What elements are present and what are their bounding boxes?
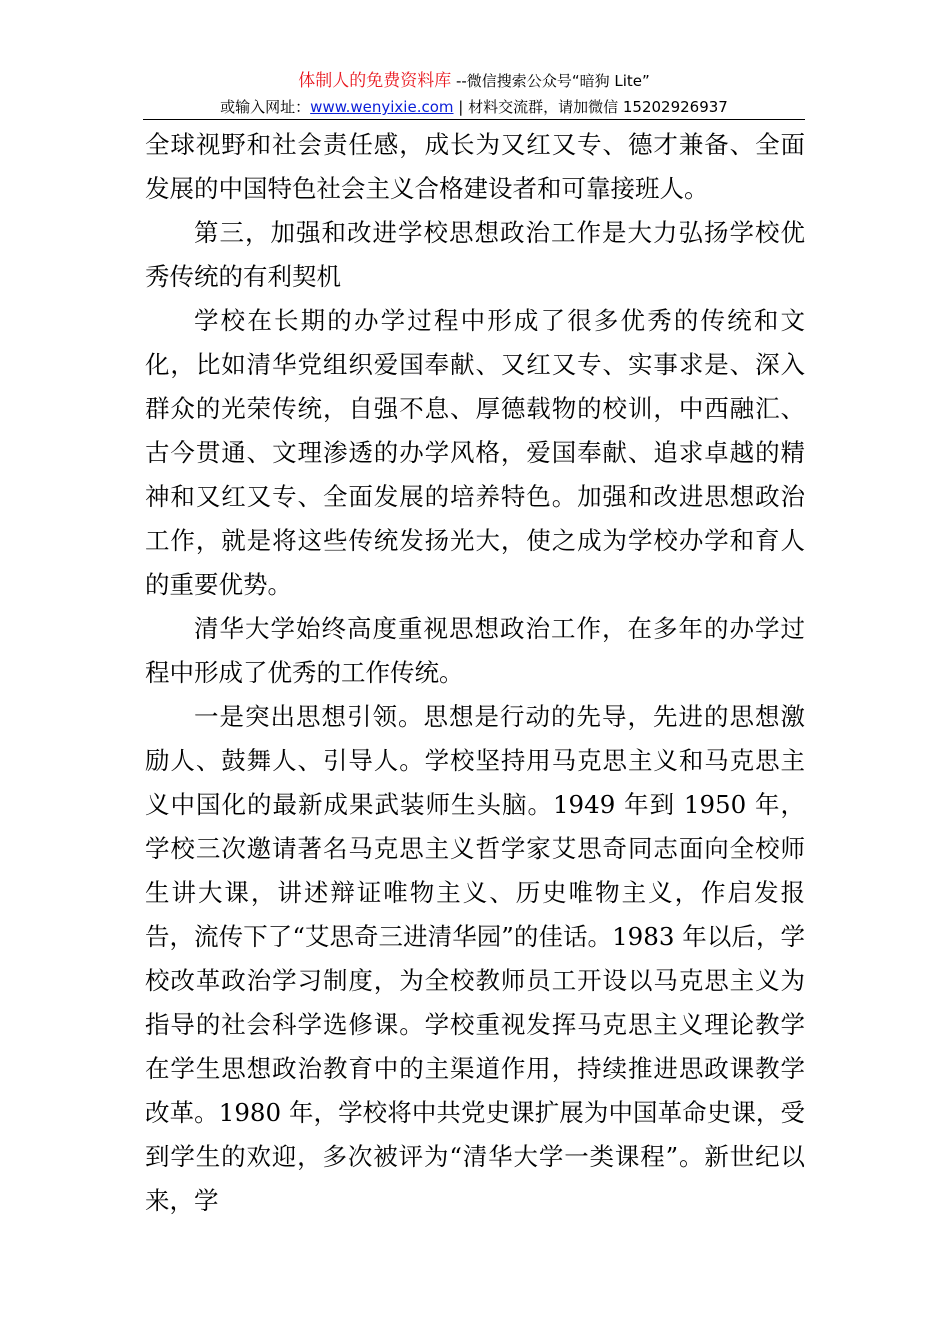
brand-title: 体制人的免费资料库: [298, 71, 452, 91]
paragraph: 一是突出思想引领。思想是行动的先导，先进的思想激励人、鼓舞人、引导人。学校坚持用马克思主义和马克思主义中国化的最新成果武装师生头脑。1949 年到 1950 年，学校三次邀请著名马克思主义哲学家艾思奇同志面向全校师生讲大课，讲述辩证唯物主义、历史唯物主义，作启发报告，流传下了“艾思奇三进清华园”的佳话。1983 年以后，学校改革政治学习制度，为全校教师员工开设以马克思主义为指导的社会科学选修课。学校重视发挥马克思主义理论教学在学生思想政治教育中的主渠道作用，持续推进思政课教学改革。1980 年，学校将中共党史课扩展为中国革命史课，受到学生的欢迎，多次被评为“清华大学一类课程”。新世纪以来，学: [145, 702, 805, 1215]
page-header: [143, 68, 805, 120]
paragraph: 学校在长期的办学过程中形成了很多优秀的传统和文化，比如清华党组织爱国奉献、又红又专、实事求是、深入群众的光荣传统，自强不息、厚德载物的校训，中西融汇、古今贯通、文理渗透的办学风格，爱国奉献、追求卓越的精神和又红又专、全面发展的培养特色。加强和改进思想政治工作，就是将这些传统发扬光大，使之成为学校办学和育人的重要优势。: [145, 306, 805, 599]
paragraph-continued: 全球视野和社会责任感，成长为又红又专、德才兼备、全面发展的中国特色社会主义合格建设者和可靠接班人。: [145, 130, 805, 203]
contact-info: | 材料交流群，请加微信 15202926937: [453, 98, 728, 116]
document-body: [145, 123, 805, 1223]
url-prefix: 或输入网址：: [220, 98, 311, 116]
section-heading: 第三，加强和改进学校思想政治工作是大力弘扬学校优秀传统的有利契机: [145, 218, 805, 291]
header-tagline: --微信搜索公众号“暗狗 Lite”: [451, 72, 650, 90]
header-line-2: [143, 94, 805, 120]
website-link[interactable]: www.wenyixie.com: [310, 98, 454, 116]
header-divider: [143, 119, 805, 120]
header-line-1: [143, 68, 805, 94]
paragraph: 清华大学始终高度重视思想政治工作，在多年的办学过程中形成了优秀的工作传统。: [145, 614, 805, 687]
